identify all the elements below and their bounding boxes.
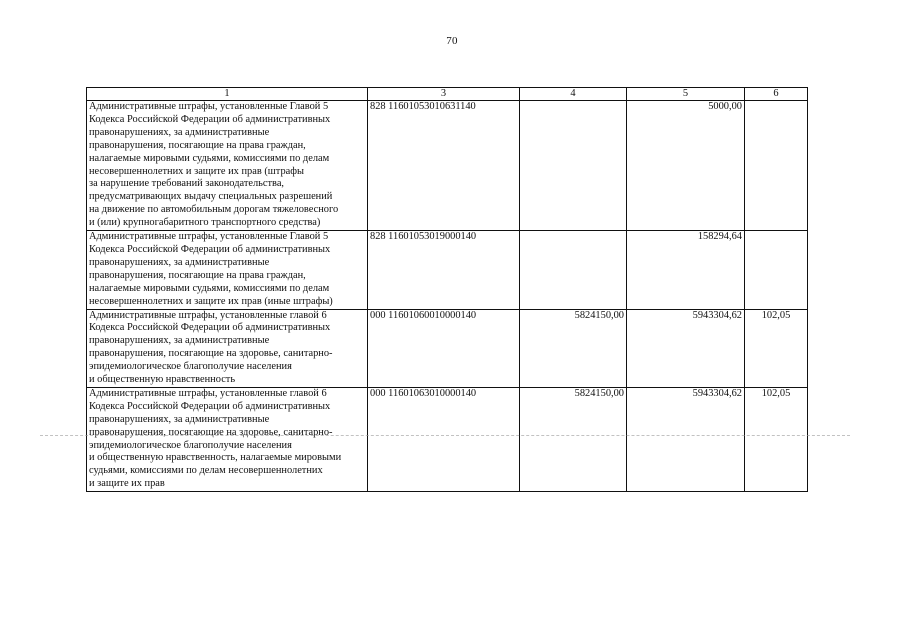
row-col6-value — [745, 101, 808, 231]
row-code: 000 11601063010000140 — [368, 387, 520, 491]
page-number: 70 — [446, 35, 458, 47]
budget-table — [86, 87, 808, 492]
row-col4-value — [520, 101, 627, 231]
row-col6-value: 102,05 — [745, 309, 808, 387]
row-col4-value: 5824150,00 — [520, 309, 627, 387]
table-row — [87, 309, 808, 387]
header-col-3: 3 — [368, 88, 520, 101]
row-code: 828 11601053019000140 — [368, 231, 520, 309]
row-col5-value: 5943304,62 — [627, 387, 745, 491]
row-name: Административные штрафы, установленные главой 6 Кодекса Российской Федерации об административных правонарушениях, за административные правонарушения, посягающие на здоровье, санитарно- эпидемиологическое благополучие населения и общественную нравственность — [87, 309, 368, 387]
row-col6-value — [745, 231, 808, 309]
header-col-5: 5 — [627, 88, 745, 101]
scan-artifact-line — [40, 435, 850, 436]
row-col6-value: 102,05 — [745, 387, 808, 491]
row-col5-value: 5000,00 — [627, 101, 745, 231]
header-col-4: 4 — [520, 88, 627, 101]
row-name: Административные штрафы, установленные Главой 5 Кодекса Российской Федерации об административных правонарушениях, за административные правонарушения, посягающие на права граждан, налагаемые мировыми судьями, комиссиями по делам несовершеннолетних и защите их прав (штрафы за нарушение требований законодательства, предусматривающих выдачу специальных разрешений на движение по автомобильным дорогам тяжеловесного и (или) крупногабаритного транспортного средства) — [87, 101, 368, 231]
row-col5-value: 5943304,62 — [627, 309, 745, 387]
row-col4-value — [520, 231, 627, 309]
table-row — [87, 387, 808, 491]
row-code: 828 11601053010631140 — [368, 101, 520, 231]
row-col5-value: 158294,64 — [627, 231, 745, 309]
header-row — [87, 88, 808, 101]
row-code: 000 11601060010000140 — [368, 309, 520, 387]
table-row — [87, 231, 808, 309]
header-col-6: 6 — [745, 88, 808, 101]
row-name: Административные штрафы, установленные главой 6 Кодекса Российской Федерации об административных правонарушениях, за административные правонарушения, посягающие на здоровье, санитарно- эпидемиологическое благополучие населения и общественную нравственность, налагаемые мировыми судьями, комиссиями по делам несовершеннолетних и защите их прав — [87, 387, 368, 491]
header-col-1: 1 — [87, 88, 368, 101]
table-row — [87, 101, 808, 231]
row-name: Административные штрафы, установленные Главой 5 Кодекса Российской Федерации об административных правонарушениях, за административные правонарушения, посягающие на права граждан, налагаемые мировыми судьями, комиссиями по делам несовершеннолетних и защите их прав (иные штрафы) — [87, 231, 368, 309]
row-col4-value: 5824150,00 — [520, 387, 627, 491]
